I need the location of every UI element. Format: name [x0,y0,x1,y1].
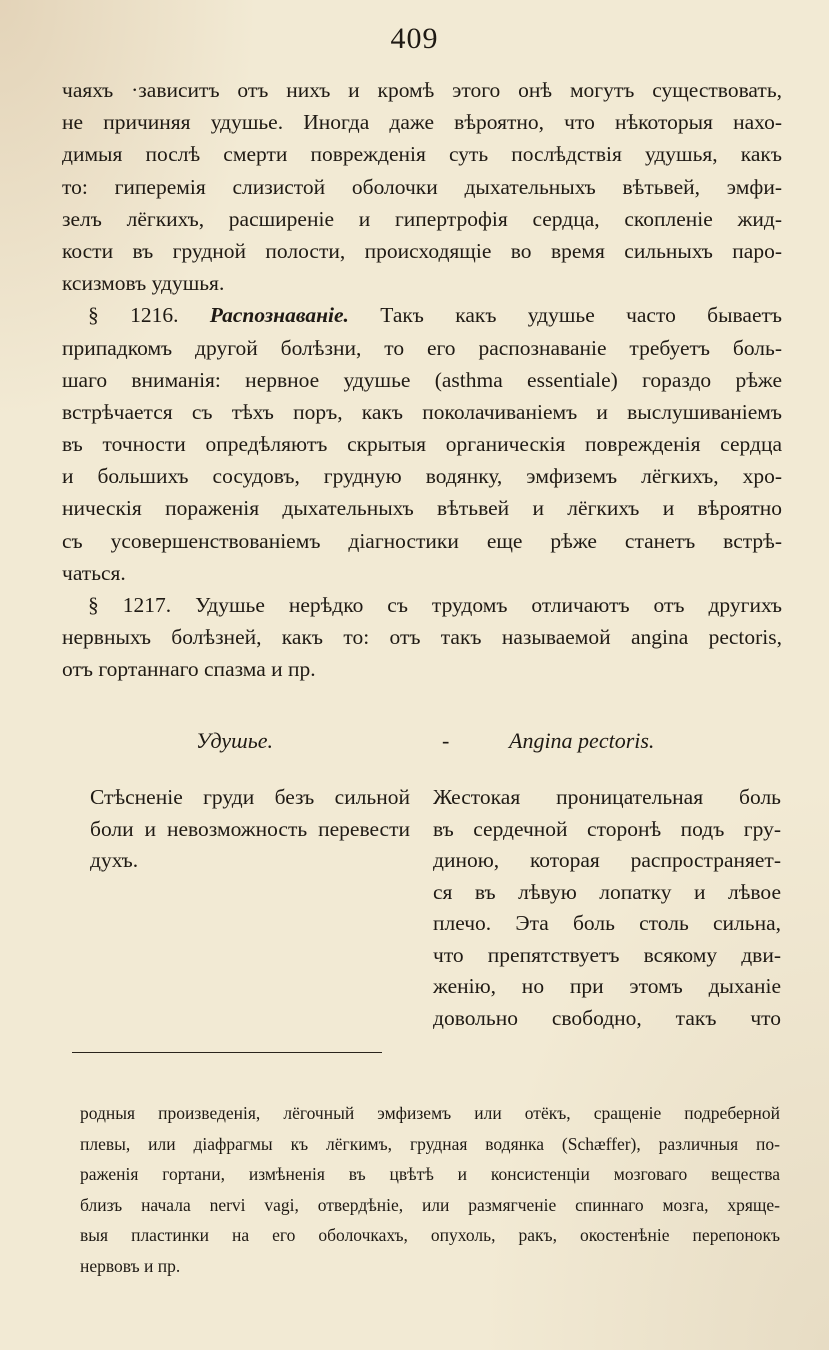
column-line: Стѣсненіе груди безъ сильной [90,785,410,809]
text-line: и большихъ сосудовъ, грудную водянку, эмфиземъ лёгкихъ, хро- [62,464,782,489]
column-line: диною, которая распространяет- [433,848,781,872]
text-line: кости въ грудной полости, происходящіе во время сильныхъ паро- [62,238,782,263]
column-line: въ сердечной сторонѣ подъ гру- [433,816,781,841]
comparison-left-column [90,782,410,877]
text-line: припадкомъ другой болѣзни, то его распознаваніе требуетъ боль- [62,335,782,360]
text-line: нервныхъ болѣзней, какъ то: отъ такъ называемой angina pectoris, [62,625,782,650]
footnote-line: родныя произведенія, лёгочный эмфиземъ или отёкъ, сращеніе подреберной [80,1103,780,1123]
comparison-right-column [433,782,781,1034]
footnote-line: раженія гортани, измѣненія въ цвѣтѣ и консистенціи мозговаго вещества [80,1164,780,1184]
comparison-left-heading: Удушье. [196,728,273,753]
text-line: встрѣчается съ тѣхъ поръ, какъ поколачиваніемъ и выслушиваніемъ [62,399,782,424]
column-line: ся въ лѣвую лопатку и лѣвое [433,879,781,904]
text-line: чаяхъ ·зависитъ отъ нихъ и кромѣ этого онѣ могутъ существовать, [62,78,782,102]
main-text [62,74,782,686]
text-line: ксизмовъ удушья. [62,271,225,296]
column-line: боли и невозможность перевести [90,816,410,841]
page-number: 409 [390,22,439,55]
column-line: довольно свободно, такъ что [433,1005,781,1030]
section-number: § 1217. [88,593,172,617]
section-first-line-text: Такъ какъ удушье часто бываетъ [380,303,782,328]
column-line: плечо. Эта боль столь сильна, [433,911,781,935]
section-title: Распознаваніе. [209,303,349,328]
text-line: зелъ лёгкихъ, расширеніе и гипертрофія сердца, скопленіе жид- [62,206,782,231]
text-line: не причиняя удушье. Иногда даже вѣроятно, что нѣкоторыя нахо- [62,110,782,135]
footnote-line: выя пластинки на его оболочкахъ, опухоль, ракъ, окостенѣніе перепонокъ [80,1225,780,1245]
text-line: чаться. [62,560,126,585]
comparison-separator: - [442,728,450,753]
text-line: въ точности опредѣляютъ скрытыя органическія поврежденія сердца [62,432,782,457]
text-line: съ усовершенствованіемъ діагностики еще рѣже станетъ встрѣ- [62,528,782,553]
text-line: отъ гортаннаго спазма и пр. [62,657,316,682]
column-line: женію, но при этомъ дыханіе [433,974,781,998]
text-line: шаго вниманія: нервное удушье (asthma essentiale) гораздо рѣже [62,367,782,392]
footnote-line: нервовъ и пр. [80,1255,181,1276]
column-line: Жестокая проницательная боль [433,785,781,809]
column-line: духъ. [90,848,139,872]
section-number: § 1216. [88,303,179,328]
comparison-right-heading: Angina pectoris. [509,728,655,753]
text-line: ническія пораженія дыхательныхъ вѣтьвей и лёгкихъ и вѣроятно [62,496,782,521]
text-line: то: гиперемія слизистой оболочки дыхательныхъ вѣтьвей, эмфи- [62,174,782,199]
section-first-line-text: Удушье нерѣдко съ трудомъ отличаютъ отъ другихъ [195,593,783,617]
footnote [80,1098,780,1281]
section-first-line [62,299,782,331]
footnote-line: близъ начала nervi vagi, отвердѣніе, или размягченіе спиннаго мозга, хряще- [80,1194,780,1215]
text-line: димыя послѣ смерти поврежденія суть послѣдствія удушья, какъ [62,142,782,167]
column-line: что препятствуетъ всякому дви- [433,942,781,967]
section-first-line [62,589,782,621]
footnote-rule [72,1052,382,1053]
footnote-line: плевы, или діафрагмы къ лёгкимъ, грудная водянка (Schæffer), различныя по- [80,1133,780,1154]
